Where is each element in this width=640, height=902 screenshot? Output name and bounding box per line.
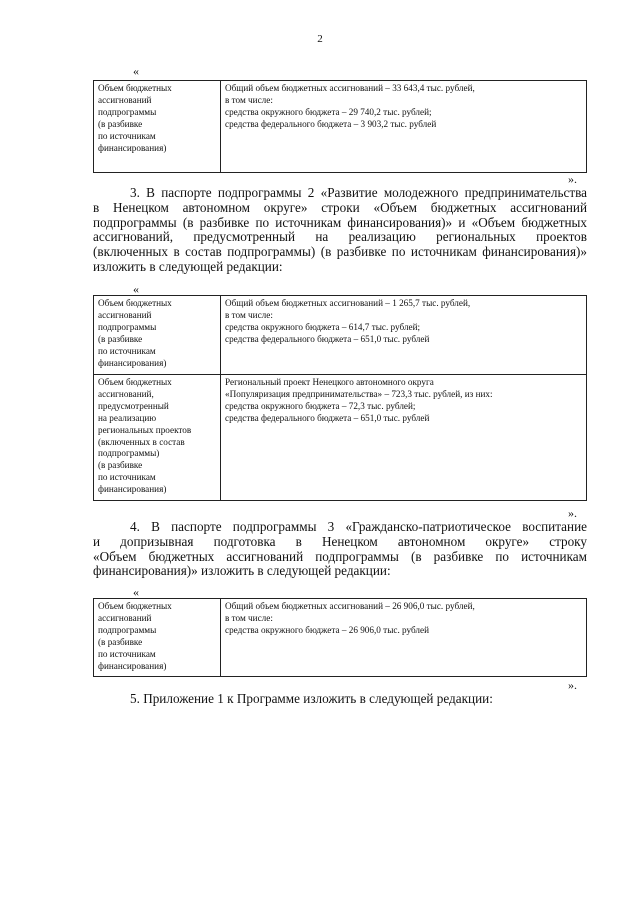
table-row [94,375,587,501]
table-row [94,296,587,375]
table-row [94,81,587,173]
table-cell-label: Объем бюджетных ассигнований, предусмотренный на реализацию региональных проектов (включенных в состав подпрограммы) (в разбивке по источникам финансирования) [94,375,221,501]
table-cell-value: Региональный проект Ненецкого автономного округа «Популяризация предпринимательства» – 723,3 тыс. рублей, из них: средства окружного бюджета – 72,3 тыс. рублей; средства федерального бюджета – 651,0 тыс. рублей [221,375,587,501]
table-cell-label: Объем бюджетных ассигнований подпрограммы (в разбивке по источникам финансирования) [94,296,221,375]
closing-quote-2: ». [568,506,577,520]
table-cell-value: Общий объем бюджетных ассигнований – 1 265,7 тыс. рублей, в том числе: средства окружного бюджета – 614,7 тыс. рублей; средства федерального бюджета – 651,0 тыс. рублей [221,296,587,375]
opening-quote-1: « [133,64,139,78]
table-cell-value: Общий объем бюджетных ассигнований – 33 643,4 тыс. рублей, в том числе: средства окружного бюджета – 29 740,2 тыс. рублей; средства федерального бюджета – 3 903,2 тыс. рублей [221,81,587,173]
table-row [94,599,587,677]
budget-table-2 [93,295,587,501]
opening-quote-2: « [133,282,139,296]
table-cell-label: Объем бюджетных ассигнований подпрограммы (в разбивке по источникам финансирования) [94,599,221,677]
table-cell-value: Общий объем бюджетных ассигнований – 26 906,0 тыс. рублей, в том числе: средства окружного бюджета – 26 906,0 тыс. рублей [221,599,587,677]
closing-quote-1: ». [568,172,577,186]
budget-table-3 [93,598,587,677]
closing-quote-3: ». [568,678,577,692]
table-cell-label: Объем бюджетных ассигнований подпрограммы (в разбивке по источникам финансирования) [94,81,221,173]
paragraph-4: 4. В паспорте подпрограммы 3 «Гражданско-патриотическое воспитание и допризывная подготовка в Ненецком автономном округе» строку «Объем бюджетных ассигнований подпрограммы (в разбивке по источникам финансирования)» изложить в следующей редакции: [93,519,587,579]
paragraph-5: 5. Приложение 1 к Программе изложить в следующей редакции: [130,691,493,706]
paragraph-3: 3. В паспорте подпрограммы 2 «Развитие молодежного предпринимательства в Ненецком автономном округе» строки «Объем бюджетных ассигнований подпрограммы (в разбивке по источникам финансирования)» и «Объем бюджетных ассигнований, предусмотренный на реализацию региональных проектов (включенных в состав подпрограммы) (в разбивке по источникам финансирования)» изложить в следующей редакции: [93,185,587,274]
budget-table-1 [93,80,587,173]
opening-quote-3: « [133,585,139,599]
page-number: 2 [317,33,323,45]
